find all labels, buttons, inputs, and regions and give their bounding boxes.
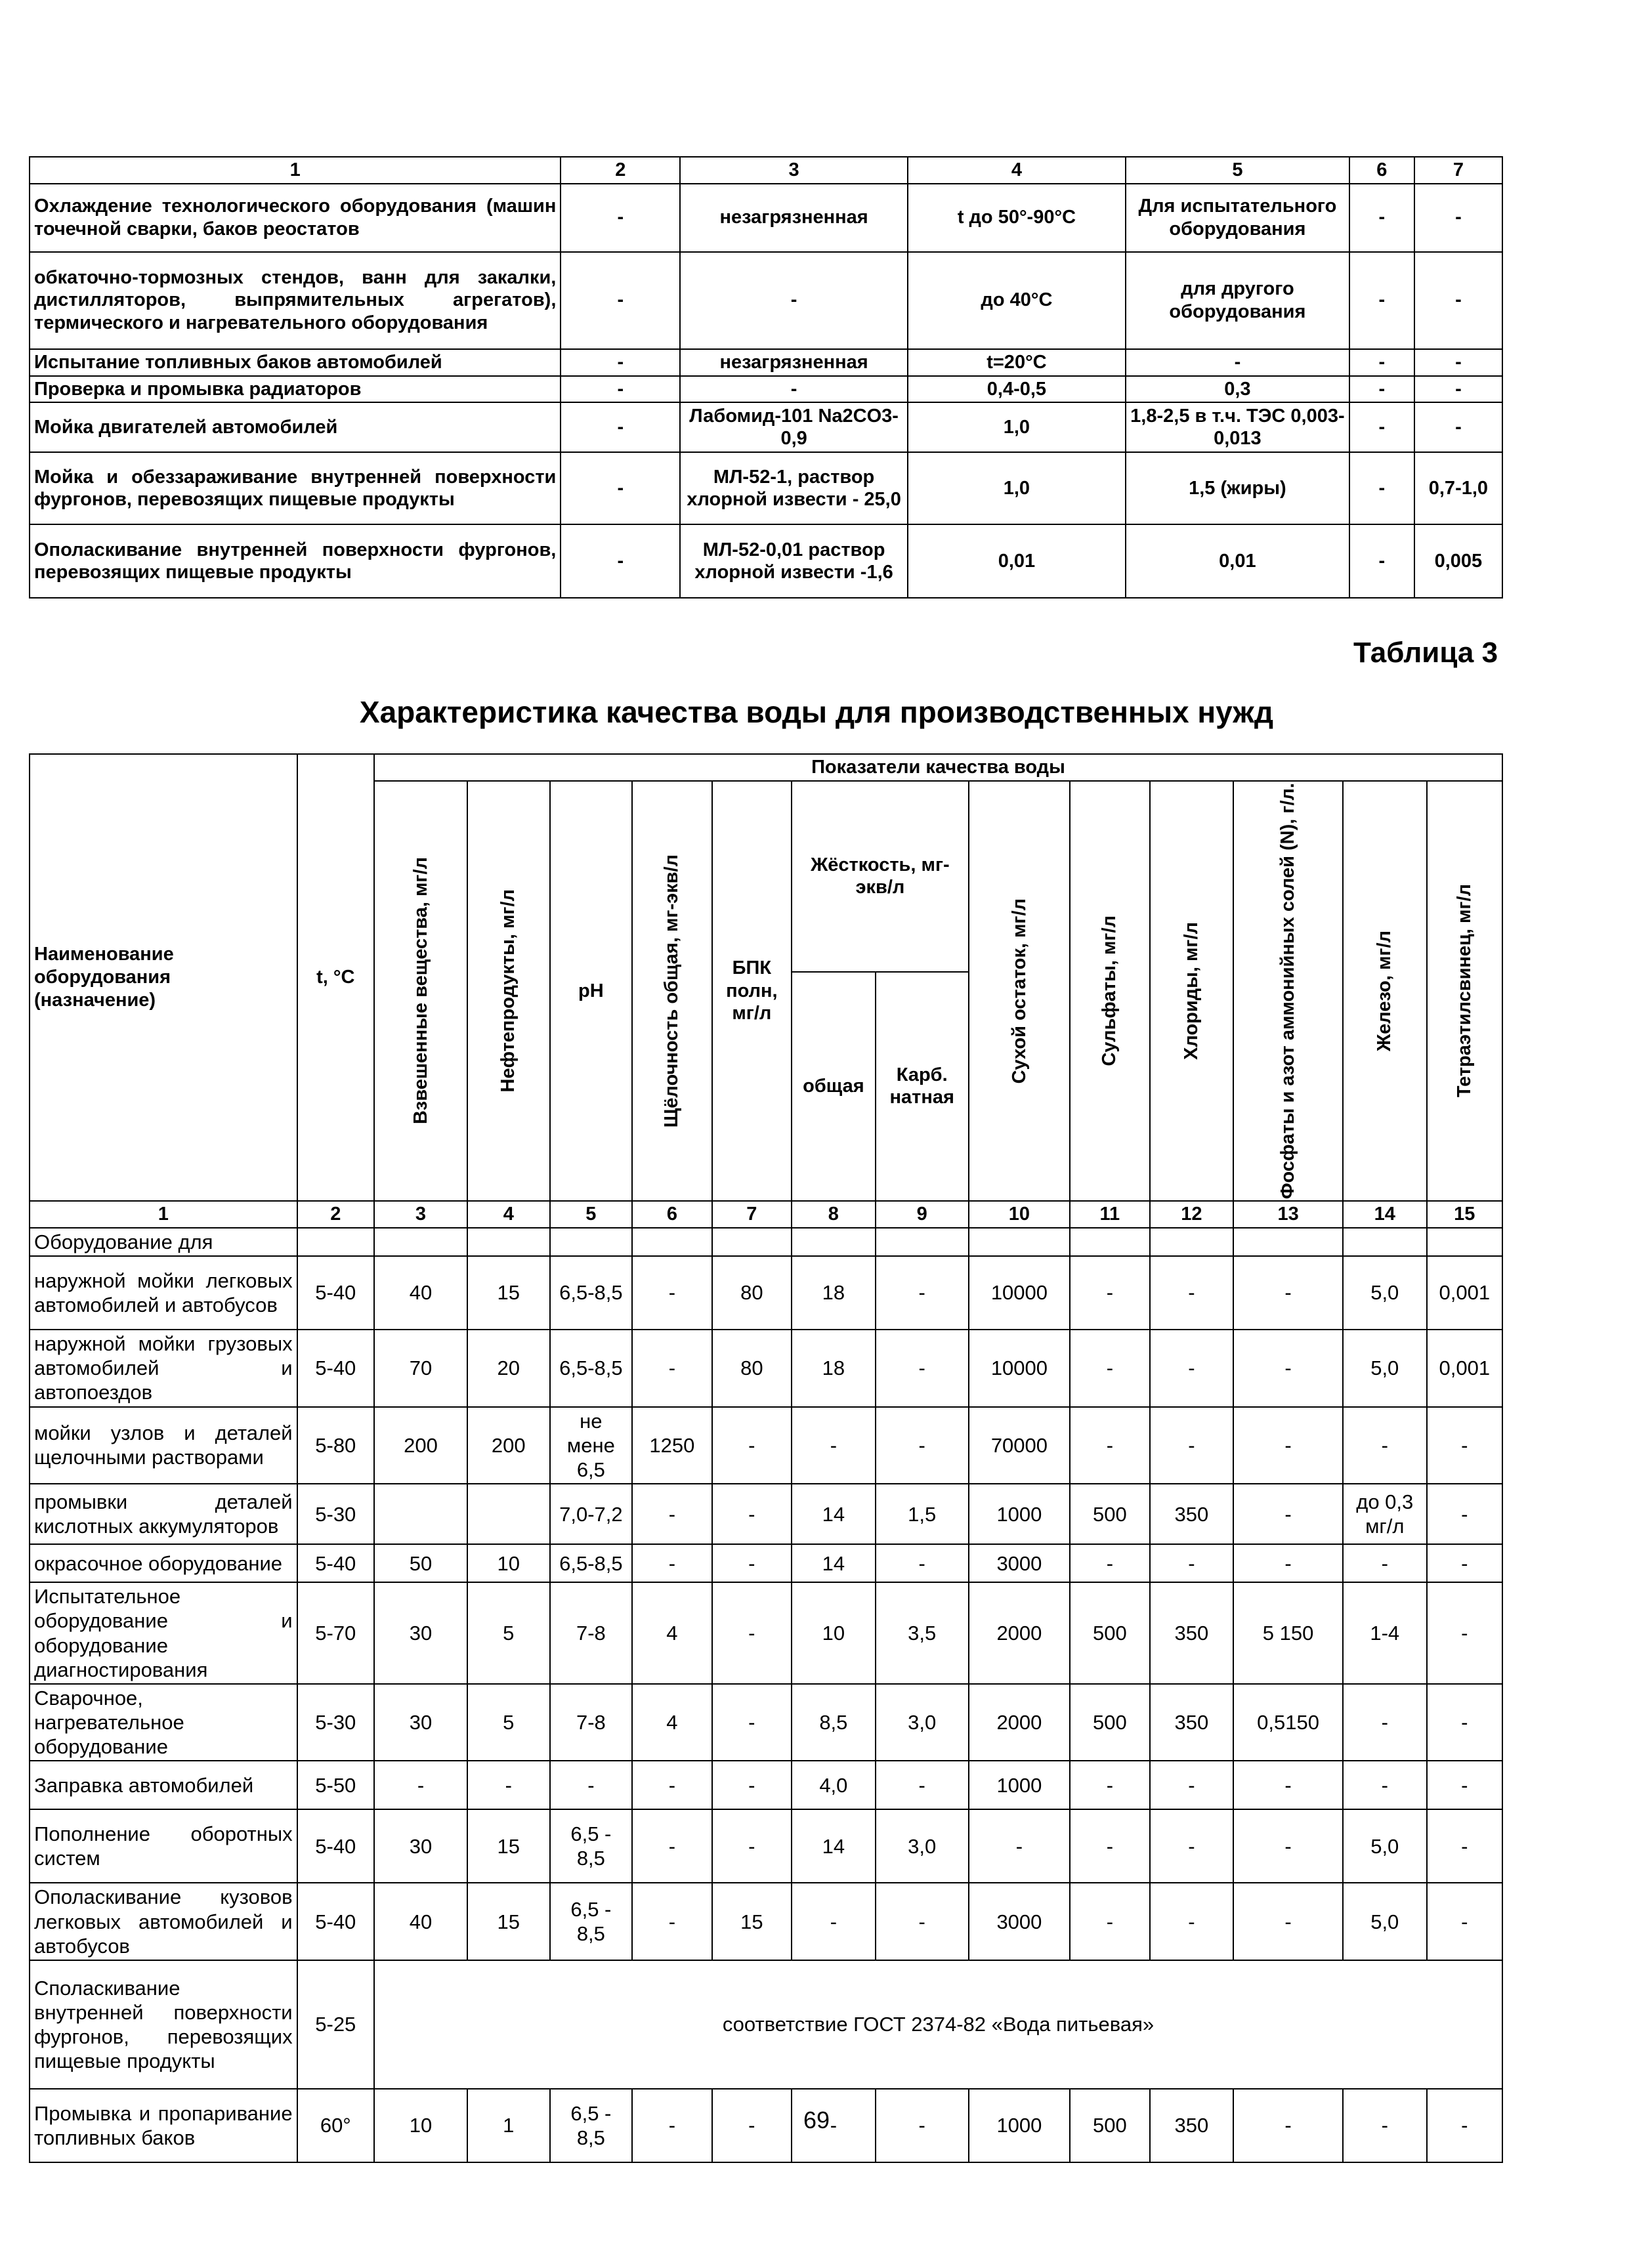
cell-value: - xyxy=(712,2089,792,2162)
header-chlorides: Хлориды, мг/л xyxy=(1180,921,1202,1060)
cell-value: 18 xyxy=(792,1256,876,1330)
cell-value: 5-40 xyxy=(297,1330,374,1407)
cell-value: незагрязненная xyxy=(680,184,908,252)
cell-value: - xyxy=(712,1582,792,1684)
cell-value: - xyxy=(1349,402,1414,452)
cell-value: 350 xyxy=(1150,1582,1234,1684)
cell-value: - xyxy=(1349,452,1414,524)
cell-value: 7,0-7,2 xyxy=(550,1484,633,1544)
equipment-name: Промывка и пропаривание топливных баков xyxy=(30,2089,297,2162)
cell-value: 0,5150 xyxy=(1233,1684,1343,1761)
header-bpk: БПК полн, мг/л xyxy=(712,781,792,1201)
cell-value: 60° xyxy=(297,2089,374,2162)
header-tetra: Тетраэтилсвинец, мг/л xyxy=(1453,884,1475,1098)
header-hardness-carb: Карб. натная xyxy=(876,972,969,1201)
table-row xyxy=(30,1407,1502,1484)
cell-value: - xyxy=(632,1484,711,1544)
cell-value: 15 xyxy=(467,1883,550,1960)
cell-value: 5,0 xyxy=(1343,1256,1427,1330)
cell-value: 350 xyxy=(1150,2089,1234,2162)
cell-value: - xyxy=(1070,1761,1149,1809)
cell-value: 1-4 xyxy=(1343,1582,1427,1684)
cell-value: 3,0 xyxy=(876,1684,969,1761)
empty-cell xyxy=(1343,1228,1427,1256)
cell-value: - xyxy=(1233,1809,1343,1883)
cell-value: 1250 xyxy=(632,1407,711,1484)
cell-value: - xyxy=(876,1544,969,1582)
table-row xyxy=(30,349,1502,376)
cell-value: 5-40 xyxy=(297,1544,374,1582)
cell-value: 10 xyxy=(467,1544,550,1582)
table-row xyxy=(30,376,1502,403)
cell-value: 5 xyxy=(467,1684,550,1761)
table-row xyxy=(30,252,1502,349)
cell-value: Лабомид-101 Na2CO3-0,9 xyxy=(680,402,908,452)
column-number: 9 xyxy=(876,1201,969,1228)
cell-value: - xyxy=(1233,1883,1343,1960)
column-number: 7 xyxy=(1414,157,1502,184)
cell-value: 350 xyxy=(1150,1484,1234,1544)
column-number: 8 xyxy=(792,1201,876,1228)
table-row xyxy=(30,524,1502,598)
table-label: Таблица 3 xyxy=(1353,637,1498,669)
cell-value: 15 xyxy=(467,1256,550,1330)
cell-value: 5-30 xyxy=(297,1684,374,1761)
cell-value: - xyxy=(1427,1761,1502,1809)
row-name: Испытание топливных баков автомобилей xyxy=(30,349,561,376)
cell-value: - xyxy=(561,402,680,452)
cell-value: - xyxy=(712,1544,792,1582)
cell-value: - xyxy=(1343,2089,1427,2162)
column-number: 4 xyxy=(908,157,1126,184)
cell-value: - xyxy=(1427,1883,1502,1960)
cell-value: - xyxy=(1150,1883,1234,1960)
cell-value: 0,7-1,0 xyxy=(1414,452,1502,524)
cell-value: - xyxy=(1427,1809,1502,1883)
empty-cell xyxy=(632,1228,711,1256)
column-number: 1 xyxy=(30,1201,297,1228)
cell-value: - xyxy=(1070,1330,1149,1407)
cell-value: - xyxy=(1233,1761,1343,1809)
cell-value: - xyxy=(550,1761,633,1809)
table-row xyxy=(30,184,1502,252)
table-row xyxy=(30,1484,1502,1544)
cell-value: - xyxy=(374,1761,467,1809)
cell-value: 1,0 xyxy=(908,452,1126,524)
table-row xyxy=(30,1883,1502,1960)
cell-value: 5 xyxy=(467,1582,550,1684)
cell-value: - xyxy=(1070,1407,1149,1484)
gost-row xyxy=(30,1960,1502,2089)
empty-cell xyxy=(1427,1228,1502,1256)
cell-value: - xyxy=(876,1256,969,1330)
cell-value: 15 xyxy=(712,1883,792,1960)
header-name: Наименование оборудования (назначение) xyxy=(30,754,297,1201)
table-row xyxy=(30,1809,1502,1883)
column-number: 3 xyxy=(374,1201,467,1228)
cell-value: - xyxy=(1414,349,1502,376)
cell-value: для другого оборудования xyxy=(1126,252,1349,349)
header-iron: Железо, мг/л xyxy=(1374,930,1395,1051)
cell-value: 10000 xyxy=(969,1256,1070,1330)
cell-value: - xyxy=(632,1330,711,1407)
cell-value: 30 xyxy=(374,1809,467,1883)
cell-value: 5,0 xyxy=(1343,1330,1427,1407)
empty-cell xyxy=(467,1228,550,1256)
table-row xyxy=(30,1544,1502,1582)
cell-value: 0,01 xyxy=(908,524,1126,598)
group-row xyxy=(30,1228,1502,1256)
cell-value: 1,5 xyxy=(876,1484,969,1544)
cell-value: - xyxy=(1150,1761,1234,1809)
cell-value: - xyxy=(792,1883,876,1960)
cell-value: 3000 xyxy=(969,1544,1070,1582)
cell-value: 0,4-0,5 xyxy=(908,376,1126,403)
cell-value: 6,5-8,5 xyxy=(550,1330,633,1407)
cell-value: - xyxy=(1427,1582,1502,1684)
table-row xyxy=(30,1582,1502,1684)
cell-value: t до 50°-90°С xyxy=(908,184,1126,252)
cell-value: - xyxy=(1349,184,1414,252)
cell-value: - xyxy=(1343,1684,1427,1761)
cell-value: 0,3 xyxy=(1126,376,1349,403)
cell-value: - xyxy=(876,1761,969,1809)
cell-value: 10000 xyxy=(969,1330,1070,1407)
cell-value: - xyxy=(561,184,680,252)
header-dry: Сухой остаток, мг/л xyxy=(1008,898,1030,1084)
cell-value: - xyxy=(1126,349,1349,376)
cell-value: 5-25 xyxy=(297,1960,374,2089)
table-row xyxy=(30,1761,1502,1809)
water-quality-table xyxy=(29,753,1503,2163)
cell-value: - xyxy=(561,349,680,376)
cell-value: - xyxy=(632,1544,711,1582)
cell-value: 4,0 xyxy=(792,1761,876,1809)
header-hardness-total: общая xyxy=(792,972,876,1201)
column-number: 6 xyxy=(632,1201,711,1228)
cell-value: - xyxy=(1349,349,1414,376)
cell-value: 1 xyxy=(467,2089,550,2162)
cell-value: t=20°С xyxy=(908,349,1126,376)
cell-value: - xyxy=(712,1809,792,1883)
cell-value: - xyxy=(1414,184,1502,252)
cell-value: - xyxy=(712,1484,792,1544)
equipment-name: Ополаскивание кузовов легковых автомобилей и автобусов xyxy=(30,1883,297,1960)
empty-cell xyxy=(297,1228,374,1256)
cell-value: 500 xyxy=(1070,1684,1149,1761)
table-row xyxy=(30,1684,1502,1761)
column-number: 5 xyxy=(1126,157,1349,184)
table-row xyxy=(30,1330,1502,1407)
cell-value: - xyxy=(1343,1761,1427,1809)
empty-cell xyxy=(1150,1228,1234,1256)
cell-value: - xyxy=(712,1761,792,1809)
cell-value: МЛ-52-0,01 раствор хлорной извести -1,6 xyxy=(680,524,908,598)
equipment-name: Споласкивание внутренней поверхности фургонов, перевозящих пищевые продукты xyxy=(30,1960,297,2089)
header-group: Показатели качества воды xyxy=(374,754,1502,781)
cell-value: - xyxy=(1349,524,1414,598)
cell-value: МЛ-52-1, раствор хлорной извести - 25,0 xyxy=(680,452,908,524)
table-row xyxy=(30,402,1502,452)
row-name: Ополаскивание внутренней поверхности фургонов, перевозящих пищевые продукты xyxy=(30,524,561,598)
empty-cell xyxy=(1070,1228,1149,1256)
empty-cell xyxy=(1233,1228,1343,1256)
cell-value: 50 xyxy=(374,1544,467,1582)
table-row xyxy=(30,1256,1502,1330)
table-title: Характеристика качества воды для производственных нужд xyxy=(359,695,1274,729)
cell-value: - xyxy=(1233,1330,1343,1407)
cell-value: 10 xyxy=(792,1582,876,1684)
column-number-row xyxy=(30,1201,1502,1228)
equipment-name: Сварочное, нагревательное оборудование xyxy=(30,1684,297,1761)
cell-value xyxy=(467,1484,550,1544)
cell-value: 2000 xyxy=(969,1582,1070,1684)
cell-value: - xyxy=(632,2089,711,2162)
equipment-name: окрасочное оборудование xyxy=(30,1544,297,1582)
cell-value: - xyxy=(1427,1684,1502,1761)
cell-value: 5-70 xyxy=(297,1582,374,1684)
cell-value: 5-40 xyxy=(297,1883,374,1960)
cell-value: - xyxy=(969,1809,1070,1883)
cell-value: 5-30 xyxy=(297,1484,374,1544)
row-name: обкаточно-тормозных стендов, ванн для закалки, дистилляторов, выпрямительных агрегатов), термического и нагревательного оборудования xyxy=(30,252,561,349)
cell-value: 6,5 - 8,5 xyxy=(550,1883,633,1960)
cell-value: 1000 xyxy=(969,2089,1070,2162)
cell-value: 500 xyxy=(1070,2089,1149,2162)
cell-value: незагрязненная xyxy=(680,349,908,376)
cell-value: 80 xyxy=(712,1330,792,1407)
cell-value: 5-40 xyxy=(297,1809,374,1883)
column-number: 2 xyxy=(297,1201,374,1228)
column-number: 5 xyxy=(550,1201,633,1228)
cell-value: - xyxy=(1427,1484,1502,1544)
cell-value: - xyxy=(876,1407,969,1484)
cell-value: 0,001 xyxy=(1427,1330,1502,1407)
cell-value: - xyxy=(1349,252,1414,349)
cell-value: - xyxy=(1070,1883,1149,1960)
cell-value: 5-50 xyxy=(297,1761,374,1809)
column-number: 3 xyxy=(680,157,908,184)
equipment-name: наружной мойки легковых автомобилей и автобусов xyxy=(30,1256,297,1330)
cell-value: - xyxy=(1150,1330,1234,1407)
gost-note: соответствие ГОСТ 2374-82 «Вода питьевая» xyxy=(374,1960,1502,2089)
column-number: 13 xyxy=(1233,1201,1343,1228)
empty-cell xyxy=(876,1228,969,1256)
cell-value: - xyxy=(1233,1407,1343,1484)
empty-cell xyxy=(712,1228,792,1256)
cell-value: 6,5-8,5 xyxy=(550,1544,633,1582)
cell-value: 5,0 xyxy=(1343,1883,1427,1960)
column-number: 2 xyxy=(561,157,680,184)
cell-value: 5,0 xyxy=(1343,1809,1427,1883)
column-number: 4 xyxy=(467,1201,550,1228)
header-sulfates: Сульфаты, мг/л xyxy=(1099,915,1120,1066)
cell-value: не мене 6,5 xyxy=(550,1407,633,1484)
cell-value: 30 xyxy=(374,1582,467,1684)
row-name: Охлаждение технологического оборудования (машин точечной сварки, баков реостатов xyxy=(30,184,561,252)
cell-value: до 0,3 мг/л xyxy=(1343,1484,1427,1544)
cell-value: - xyxy=(561,524,680,598)
cell-value: 0,005 xyxy=(1414,524,1502,598)
equipment-name: Испытательное оборудование и оборудование диагностирования xyxy=(30,1582,297,1684)
cell-value: 2000 xyxy=(969,1684,1070,1761)
row-name: Проверка и промывка радиаторов xyxy=(30,376,561,403)
cell-value: - xyxy=(1150,1809,1234,1883)
cell-value: 1000 xyxy=(969,1484,1070,1544)
header-phosphates: Фосфаты и азот аммонийных солей (N), г/л. xyxy=(1277,782,1299,1200)
cell-value: - xyxy=(1070,1256,1149,1330)
cell-value: 6,5 - 8,5 xyxy=(550,1809,633,1883)
cell-value: 0,01 xyxy=(1126,524,1349,598)
column-number: 7 xyxy=(712,1201,792,1228)
top-table xyxy=(29,156,1503,598)
header-temp: t, °С xyxy=(297,754,374,1201)
cell-value: 200 xyxy=(374,1407,467,1484)
empty-cell xyxy=(374,1228,467,1256)
row-name: Мойка и обеззараживание внутренней поверхности фургонов, перевозящих пищевые продукты xyxy=(30,452,561,524)
equipment-name: наружной мойки грузовых автомобилей и автопоездов xyxy=(30,1330,297,1407)
cell-value xyxy=(374,1484,467,1544)
table-row xyxy=(30,452,1502,524)
cell-value: 1,8-2,5 в т.ч. ТЭС 0,003-0,013 xyxy=(1126,402,1349,452)
cell-value: - xyxy=(632,1256,711,1330)
cell-value: до 40°С xyxy=(908,252,1126,349)
column-number: 6 xyxy=(1349,157,1414,184)
empty-cell xyxy=(969,1228,1070,1256)
cell-value: - xyxy=(1427,2089,1502,2162)
cell-value: - xyxy=(1233,1544,1343,1582)
cell-value: 3000 xyxy=(969,1883,1070,1960)
cell-value: 3,5 xyxy=(876,1582,969,1684)
cell-value: Для испытательного оборудования xyxy=(1126,184,1349,252)
page-number: 69 xyxy=(803,2107,830,2133)
cell-value: 1,5 (жиры) xyxy=(1126,452,1349,524)
cell-value: 30 xyxy=(374,1684,467,1761)
empty-cell xyxy=(550,1228,633,1256)
cell-value: 1,0 xyxy=(908,402,1126,452)
cell-value: - xyxy=(1070,1809,1149,1883)
cell-value: 500 xyxy=(1070,1484,1149,1544)
equipment-name: Пополнение оборотных систем xyxy=(30,1809,297,1883)
cell-value: - xyxy=(876,2089,969,2162)
cell-value: - xyxy=(792,2089,876,2162)
cell-value: 14 xyxy=(792,1484,876,1544)
cell-value: - xyxy=(680,252,908,349)
column-number: 15 xyxy=(1427,1201,1502,1228)
row-name: Мойка двигателей автомобилей xyxy=(30,402,561,452)
cell-value: - xyxy=(1349,376,1414,403)
cell-value: - xyxy=(1150,1544,1234,1582)
cell-value: - xyxy=(561,252,680,349)
empty-cell xyxy=(792,1228,876,1256)
cell-value: 14 xyxy=(792,1544,876,1582)
column-number: 11 xyxy=(1070,1201,1149,1228)
cell-value: - xyxy=(632,1809,711,1883)
cell-value: - xyxy=(712,1684,792,1761)
cell-value: - xyxy=(1414,376,1502,403)
header-alkalinity: Щёлочность общая, мг-экв/л xyxy=(661,854,683,1128)
group-label: Оборудование для xyxy=(30,1228,297,1256)
equipment-name: мойки узлов и деталей щелочными растворами xyxy=(30,1407,297,1484)
header-ph: pH xyxy=(550,781,633,1201)
column-number: 14 xyxy=(1343,1201,1427,1228)
cell-value: 500 xyxy=(1070,1582,1149,1684)
cell-value: - xyxy=(1343,1544,1427,1582)
cell-value: - xyxy=(1233,2089,1343,2162)
cell-value: 5-80 xyxy=(297,1407,374,1484)
cell-value: - xyxy=(561,376,680,403)
column-number: 1 xyxy=(30,157,561,184)
cell-value: 4 xyxy=(632,1684,711,1761)
cell-value: - xyxy=(1427,1544,1502,1582)
cell-value: - xyxy=(1343,1407,1427,1484)
cell-value: - xyxy=(1150,1407,1234,1484)
cell-value: - xyxy=(1414,402,1502,452)
top-table-number-row xyxy=(30,157,1502,184)
cell-value: - xyxy=(1414,252,1502,349)
header-hardness: Жёсткость, мг- экв/л xyxy=(792,781,969,972)
cell-value: 20 xyxy=(467,1330,550,1407)
cell-value: - xyxy=(680,376,908,403)
cell-value: 70000 xyxy=(969,1407,1070,1484)
cell-value: 15 xyxy=(467,1809,550,1883)
equipment-name: Заправка автомобилей xyxy=(30,1761,297,1809)
cell-value: - xyxy=(1233,1484,1343,1544)
cell-value: 70 xyxy=(374,1330,467,1407)
cell-value: - xyxy=(1427,1407,1502,1484)
cell-value: 5 150 xyxy=(1233,1582,1343,1684)
cell-value: 80 xyxy=(712,1256,792,1330)
header-oil: Нефтепродукты, мг/л xyxy=(498,889,519,1093)
cell-value: - xyxy=(792,1407,876,1484)
cell-value: 8,5 xyxy=(792,1684,876,1761)
cell-value: 3,0 xyxy=(876,1809,969,1883)
cell-value: 6,5 - 8,5 xyxy=(550,2089,633,2162)
cell-value: 40 xyxy=(374,1256,467,1330)
cell-value: 0,001 xyxy=(1427,1256,1502,1330)
equipment-name: промывки деталей кислотных аккумуляторов xyxy=(30,1484,297,1544)
cell-value: - xyxy=(876,1330,969,1407)
cell-value: 14 xyxy=(792,1809,876,1883)
cell-value: 4 xyxy=(632,1582,711,1684)
cell-value: 5-40 xyxy=(297,1256,374,1330)
cell-value: 18 xyxy=(792,1330,876,1407)
cell-value: 200 xyxy=(467,1407,550,1484)
cell-value: - xyxy=(561,452,680,524)
cell-value: 6,5-8,5 xyxy=(550,1256,633,1330)
cell-value: - xyxy=(712,1407,792,1484)
column-number: 10 xyxy=(969,1201,1070,1228)
header-suspended: Взвешенные вещества, мг/л xyxy=(410,857,431,1125)
cell-value: 7-8 xyxy=(550,1684,633,1761)
cell-value: 1000 xyxy=(969,1761,1070,1809)
cell-value: 40 xyxy=(374,1883,467,1960)
cell-value: 350 xyxy=(1150,1684,1234,1761)
column-number: 12 xyxy=(1150,1201,1234,1228)
cell-value: 10 xyxy=(374,2089,467,2162)
cell-value: - xyxy=(632,1883,711,1960)
cell-value: - xyxy=(1070,1544,1149,1582)
cell-value: - xyxy=(632,1761,711,1809)
cell-value: - xyxy=(1150,1256,1234,1330)
cell-value: - xyxy=(876,1883,969,1960)
cell-value: - xyxy=(467,1761,550,1809)
cell-value: - xyxy=(1233,1256,1343,1330)
cell-value: 7-8 xyxy=(550,1582,633,1684)
